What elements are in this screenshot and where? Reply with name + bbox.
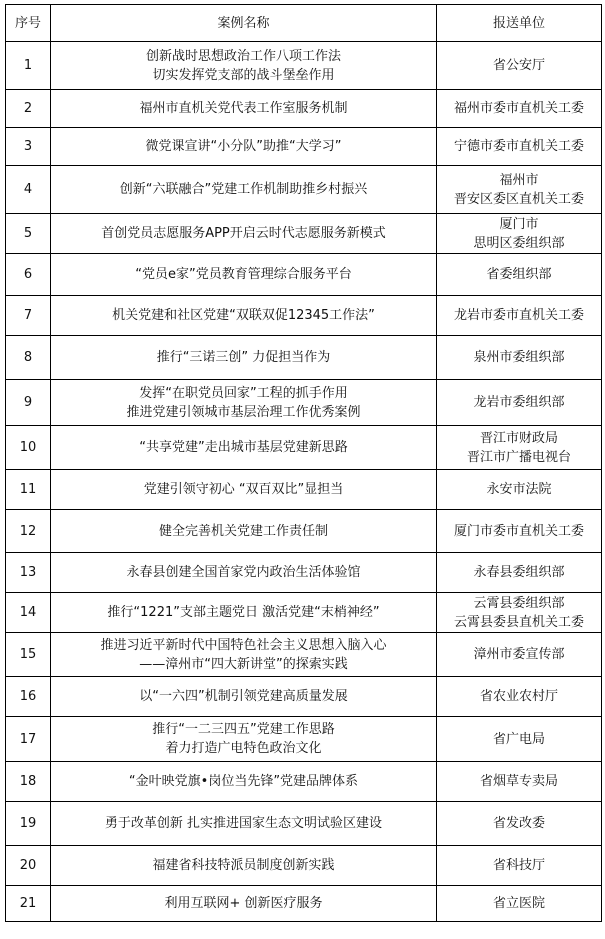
unit-line: 龙岩市委组织部: [473, 395, 565, 410]
table-row: [6, 846, 602, 886]
case-name-line: 推行“一二三四五”党建工作思路: [152, 722, 335, 737]
case-name-line: 切实发挥党支部的战斗堡垒作用: [152, 67, 335, 83]
case-name-line: 党建引领守初心 “双百双比”显担当: [143, 482, 344, 497]
table-row: [6, 166, 602, 214]
table-row: [6, 296, 602, 336]
header-row: [6, 5, 602, 42]
case-name-cell: [51, 166, 437, 214]
case-name-line: 利用互联网+ 创新医疗服务: [164, 896, 323, 911]
case-name-line: 健全完善机关党建工作责任制: [158, 523, 328, 539]
unit-cell: [437, 593, 602, 633]
table-row: [6, 42, 602, 90]
unit-line: 省烟草专卖局: [479, 774, 558, 789]
row-number: 21: [6, 886, 51, 922]
row-number: 17: [6, 717, 51, 762]
unit-cell: [437, 42, 602, 90]
unit-cell: [437, 214, 602, 254]
case-name-cell: [51, 762, 437, 802]
table-row: [6, 717, 602, 762]
case-name-cell: [51, 42, 437, 90]
case-name-line: 推行“三诺三创” 力促担当作为: [156, 350, 331, 365]
unit-line: 省发改委: [492, 816, 545, 831]
row-number: 15: [6, 633, 51, 677]
case-name-cell: [51, 90, 437, 128]
case-name-cell: [51, 553, 437, 593]
row-number: 12: [6, 510, 51, 553]
table-row: [6, 214, 602, 254]
case-name-line: 福州市直机关党代表工作室服务机制: [139, 101, 348, 116]
unit-cell: [437, 762, 602, 802]
unit-line: 省科技厅: [492, 858, 545, 873]
row-number: 9: [6, 380, 51, 426]
case-name-line: 创新战时思想政治工作八项工作法: [145, 48, 341, 64]
table-body: [6, 42, 602, 922]
case-name-cell: [51, 886, 437, 922]
unit-line: 省立医院: [492, 896, 545, 911]
unit-line: 省公安厅: [492, 58, 545, 73]
case-name-cell: [51, 426, 437, 470]
unit-cell: [437, 90, 602, 128]
case-name-line: ——漳州市“四大新讲堂”的探索实践: [139, 656, 348, 672]
unit-line: 漳州市委宣传部: [473, 647, 565, 662]
case-name-line: 推进党建引领城市基层治理工作优秀案例: [126, 404, 361, 420]
unit-cell: [437, 846, 602, 886]
unit-line: 龙岩市委市直机关工委: [453, 308, 584, 323]
header-case-name: 案例名称: [51, 5, 437, 42]
row-number: 3: [6, 128, 51, 166]
case-name-line: 首创党员志愿服务APP开启云时代志愿服务新模式: [101, 226, 386, 241]
table-row: [6, 886, 602, 922]
case-name-line: 创新“六联融合”党建工作机制助推乡村振兴: [119, 182, 368, 197]
unit-cell: [437, 336, 602, 380]
case-name-line: 以“一六四”机制引领党建高质量发展: [139, 689, 348, 704]
row-number: 16: [6, 677, 51, 717]
case-name-cell: [51, 510, 437, 553]
case-name-line: 发挥“在职党员回家”工程的抓手作用: [139, 385, 348, 401]
case-name-line: 着力打造广电特色政治文化: [165, 741, 322, 756]
table-row: [6, 762, 602, 802]
case-name-cell: [51, 717, 437, 762]
header-no: 序号: [6, 5, 51, 42]
case-name-line: 微党课宣讲“小分队”助推“大学习”: [145, 139, 342, 154]
case-name-line: 福建省科技特派员制度创新实践: [152, 858, 335, 873]
table-row: [6, 677, 602, 717]
unit-cell: [437, 380, 602, 426]
case-name-cell: [51, 593, 437, 633]
case-name-line: 永春县创建全国首家党内政治生活体验馆: [126, 565, 361, 580]
unit-cell: [437, 510, 602, 553]
case-name-cell: [51, 254, 437, 296]
row-number: 4: [6, 166, 51, 214]
case-name-line: 机关党建和社区党建“双联双促12345工作法”: [112, 308, 375, 323]
table-row: [6, 593, 602, 633]
header-unit: 报送单位: [437, 5, 602, 42]
unit-cell: [437, 677, 602, 717]
case-name-cell: [51, 802, 437, 846]
unit-line: 永春县委组织部: [473, 565, 565, 580]
unit-line: 永安市法院: [486, 482, 552, 497]
unit-line: 福州市: [499, 172, 539, 188]
unit-cell: [437, 633, 602, 677]
row-number: 14: [6, 593, 51, 633]
table-row: [6, 336, 602, 380]
case-name-cell: [51, 677, 437, 717]
unit-line: 厦门市: [499, 216, 539, 232]
case-name-line: 推进习近平新时代中国特色社会主义思想入脑入心: [100, 637, 387, 653]
unit-line: 宁德市委市直机关工委: [453, 139, 584, 154]
row-number: 8: [6, 336, 51, 380]
unit-cell: [437, 254, 602, 296]
row-number: 18: [6, 762, 51, 802]
case-name-line: “共享党建”走出城市基层党建新思路: [139, 440, 348, 455]
case-name-cell: [51, 128, 437, 166]
unit-line: 云霄县委县直机关工委: [453, 614, 584, 630]
row-number: 13: [6, 553, 51, 593]
case-name-cell: [51, 336, 437, 380]
unit-line: 云霄县委组织部: [473, 595, 565, 611]
row-number: 6: [6, 254, 51, 296]
unit-line: 晋江市财政局: [479, 430, 558, 446]
unit-line: 思明区委组织部: [473, 235, 565, 251]
table-row: [6, 426, 602, 470]
row-number: 1: [6, 42, 51, 90]
row-number: 11: [6, 470, 51, 510]
unit-cell: [437, 717, 602, 762]
unit-cell: [437, 802, 602, 846]
unit-cell: [437, 128, 602, 166]
table-row: [6, 90, 602, 128]
unit-line: 晋安区委区直机关工委: [453, 191, 584, 207]
unit-cell: [437, 166, 602, 214]
case-name-line: “党员e家”党员教育管理综合服务平台: [135, 267, 352, 282]
unit-line: 泉州市委组织部: [473, 350, 565, 365]
unit-line: 福州市委市直机关工委: [453, 101, 584, 116]
table-row: [6, 380, 602, 426]
case-name-cell: [51, 380, 437, 426]
unit-cell: [437, 886, 602, 922]
unit-cell: [437, 296, 602, 336]
unit-cell: [437, 553, 602, 593]
unit-line: 省广电局: [492, 731, 545, 747]
case-table: [5, 4, 602, 922]
case-name-cell: [51, 214, 437, 254]
case-name-line: 勇于改革创新 扎实推进国家生态文明试验区建设: [104, 816, 383, 831]
row-number: 20: [6, 846, 51, 886]
row-number: 5: [6, 214, 51, 254]
unit-line: 晋江市广播电视台: [466, 449, 571, 465]
unit-cell: [437, 426, 602, 470]
table-row: [6, 633, 602, 677]
table-row: [6, 470, 602, 510]
unit-line: 厦门市委市直机关工委: [453, 523, 584, 539]
table-row: [6, 128, 602, 166]
case-name-cell: [51, 296, 437, 336]
unit-line: 省委组织部: [486, 267, 552, 282]
row-number: 19: [6, 802, 51, 846]
case-name-cell: [51, 470, 437, 510]
unit-cell: [437, 470, 602, 510]
case-name-cell: [51, 633, 437, 677]
table-row: [6, 553, 602, 593]
unit-line: 省农业农村厅: [479, 689, 558, 704]
table-row: [6, 802, 602, 846]
row-number: 10: [6, 426, 51, 470]
case-name-line: “金叶映党旗•岗位当先锋”党建品牌体系: [128, 774, 359, 789]
case-name-line: 推行“1221”支部主题党日 激活党建“末梢神经”: [107, 605, 380, 620]
case-name-cell: [51, 846, 437, 886]
row-number: 2: [6, 90, 51, 128]
row-number: 7: [6, 296, 51, 336]
table-row: [6, 510, 602, 553]
table-row: [6, 254, 602, 296]
